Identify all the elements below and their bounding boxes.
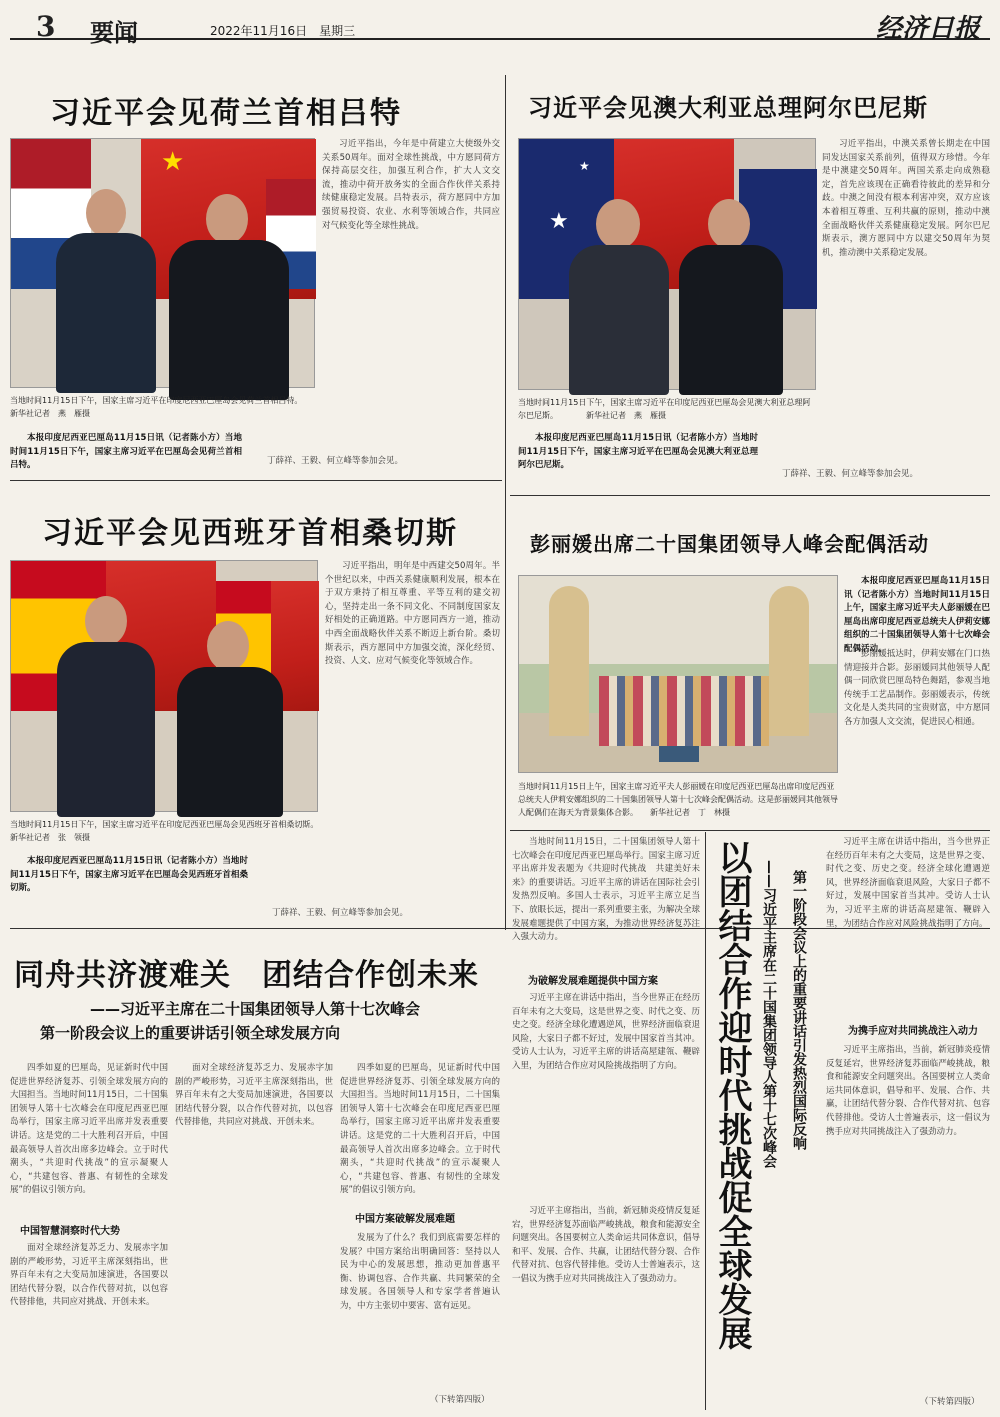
headline-australia: 习近平会见澳大利亚总理阿尔巴尼斯 — [528, 94, 928, 122]
headline-netherlands: 习近平会见荷兰首相吕特 — [50, 96, 402, 131]
body-commentary-col3a: 四季如夏的巴厘岛，见证新时代中国促进世界经济复苏、引领全球发展方向的大国担当。当地时间11月15日，二十国集团领导人第十七次峰会在印度尼西亚巴厘岛举行，国家主席习近平出席并发表重要讲话。这是党的二十大胜利召开后，中国最高领导人首次出席多边峰会。立于时代潮头，“共迎时代挑战”的宣示凝聚人心，“共建包容、普惠、有韧性的全球发展”的倡议引领方向。 — [340, 1063, 500, 1196]
person-xi — [171, 621, 286, 816]
photo-netherlands — [10, 138, 315, 388]
group-of-people — [599, 676, 769, 746]
section-divider — [510, 830, 990, 831]
subtitle-commentary: ——习近平主席在二十国集团领导人第十七次峰会 — [90, 1000, 421, 1018]
photo-spouses — [518, 575, 838, 773]
caption-pengliyuan: 当地时间11月15日上午，国家主席习近平夫人彭丽媛在印度尼西亚巴厘岛出席印度尼西亚总统夫人伊莉安娜组织的二十国集团领导人第十七次峰会配偶活动。这是彭丽媛同其他领导人配偶们在海天为背景集体合影。 新华社记者 丁 林摄 — [518, 782, 838, 817]
end-australia: 丁薛祥、王毅、何立峰等参加会见。 — [782, 469, 919, 479]
g20-sign-icon — [659, 746, 699, 762]
headline-reaction: 以团结合作迎时代挑战促全球发展 — [712, 840, 752, 1350]
masthead — [10, 10, 990, 47]
column-divider — [505, 75, 506, 930]
section-title: 要闻 — [90, 18, 138, 47]
body-pengliyuan: 彭丽媛抵达时，伊莉安娜在门口热情迎接并合影。彭丽媛同其他领导人配偶一同欣赏巴厘岛特色舞蹈，参观当地传统手工艺品制作。彭丽媛表示，传统文化是人类共同的宝贵财富，中方愿同各方加强人文交流，促进民心相通。 — [844, 649, 990, 727]
subtitle2-commentary: 第一阶段会议上的重要讲话引领全球发展方向 — [40, 1024, 341, 1042]
star-icon: ★ — [579, 159, 590, 173]
body-reaction-col1c: 习近平主席指出，当前，新冠肺炎疫情反复延宕，世界经济复苏面临严峻挑战，粮食和能源安全问题突出。各国要树立人类命运共同体意识，倡导和平、发展、合作、共赢，让团结代替分裂、合作代替对抗、包容代替排他。受访人士普遍表示，这一倡议为携手应对共同挑战注入了强劲动力。 — [512, 1206, 700, 1284]
body-commentary-col2: 面对全球经济复苏乏力、发展赤字加剧的严峻形势，习近平主席深刻指出，世界百年未有之大变局加速演进，各国要以团结代替分裂，以合作代替对抗，以包容代替排他，共同应对挑战、开创未来。 — [175, 1063, 333, 1128]
subhead-commentary-1: 中国智慧洞察时代大势 — [20, 1226, 120, 1237]
body-netherlands: 习近平指出，今年是中荷建立大使级外交关系50周年。面对全球性挑战，中方愿同荷方保持高层交往，加强互利合作，扩大人文交流，推动中荷开放务实的全面合作伙伴关系持续健康稳定发展。吕特表示，荷方愿同中方加强贸易投资、农业、水利等领域合作，共同应对气候变化等全球性挑战。 — [322, 139, 500, 231]
caption-netherlands: 当地时间11月15日下午，国家主席习近平在印度尼西亚巴厘岛会见荷兰首相吕特。 新华社记者 燕 雁摄 — [10, 396, 331, 418]
lead-pengliyuan: 本报印度尼西亚巴厘岛11月15日讯（记者陈小方）当地时间11月15日上午，国家主席习近平夫人彭丽媛在巴厘岛出席印度尼西亚总统夫人伊莉安娜组织的二十国集团领导人第十七次峰会配偶活动。 — [844, 576, 990, 654]
subhead-commentary-2: 中国方案破解发展难题 — [355, 1214, 455, 1225]
body-reaction-col1a: 当地时间11月15日，二十国集团领导人第十七次峰会在印度尼西亚巴厘岛举行。国家主席习近平出席并发表题为《共迎时代挑战 共建美好未来》的重要讲话。习近平主席的讲话在国际社会引发热烈反响。多国人士表示，习近平主席立足当下、放眼长远，提出一系列重要主张，为解决全球发展难题提供了中国方案，为推动世界经济复苏注入强大动力。 — [512, 837, 700, 943]
caption-spain: 当地时间11月15日下午，国家主席习近平在印度尼西亚巴厘岛会见西班牙首相桑切斯。 新华社记者 张 领摄 — [10, 820, 347, 842]
star-icon: ★ — [161, 147, 185, 177]
section-divider — [10, 480, 502, 481]
lead-spain: 本报印度尼西亚巴厘岛11月15日讯（记者陈小方）当地时间11月15日下午，国家主席习近平在巴厘岛会见西班牙首相桑切斯。 — [10, 856, 248, 894]
lead-australia: 本报印度尼西亚巴厘岛11月15日讯（记者陈小方）当地时间11月15日下午，国家主席习近平在巴厘岛会见澳大利亚总理阿尔巴尼斯。 — [518, 433, 758, 471]
decoration-arch — [769, 586, 809, 736]
body-spain: 习近平指出，明年是中西建交50周年。半个世纪以来，中西关系健康顺利发展，根本在于双方秉持了相互尊重、平等互利的建交初心，坚持走出一条不同文化、不同制度国家友好相处的正确道路。中方愿同西方一道，推动中西全面战略伙伴关系不断迈上新台阶。桑切斯表示，西方愿同中方加强交流，深化经贸、投资、人文、应对气候变化等领域合作。 — [325, 561, 500, 667]
subtitle-reaction: ——习近平主席在二十国集团领导人第十七次峰会 — [761, 860, 777, 1168]
section-divider — [510, 495, 990, 496]
newspaper-logo: 经济日报 — [875, 14, 980, 44]
person-sanchez — [51, 596, 161, 816]
subtitle2-reaction: 第一阶段会议上的重要讲话引发热烈国际反响 — [791, 870, 807, 1150]
continued-reaction: （下转第四版） — [920, 1397, 980, 1407]
body-commentary-col1b: 面对全球经济复苏乏力、发展赤字加剧的严峻形势，习近平主席深刻指出，世界百年未有之大变局加速演进，各国要以团结代替分裂，以合作代替对抗，以包容代替排他，共同应对挑战、开创未来。 — [10, 1243, 168, 1308]
body-reaction-col1b: 习近平主席在讲话中指出，当今世界正在经历百年未有之大变局，这是世界之变、时代之变、历史之变。经济全球化遭遇逆风，世界经济面临衰退风险，大家日子都不好过，发展中国家首当其冲。受访人士认为，习近平主席的讲话高屋建瓴、鞭辟入里，为团结合作应对风险挑战指明了方向。 — [512, 993, 700, 1071]
issue-date: 2022年11月16日 星期三 — [210, 24, 356, 38]
headline-pengliyuan: 彭丽媛出席二十国集团领导人峰会配偶活动 — [530, 532, 929, 556]
end-netherlands: 丁薛祥、王毅、何立峰等参加会见。 — [267, 456, 404, 466]
person-xi — [674, 199, 784, 394]
headline-commentary: 同舟共济渡难关 团结合作创未来 — [14, 958, 479, 993]
person-rutte — [51, 189, 161, 389]
caption-australia: 当地时间11月15日下午，国家主席习近平在印度尼西亚巴厘岛会见澳大利亚总理阿尔巴尼斯。 新华社记者 燕 雁摄 — [518, 398, 811, 420]
headline-spain: 习近平会见西班牙首相桑切斯 — [42, 516, 458, 551]
photo-spain — [10, 560, 318, 812]
body-australia: 习近平指出，中澳关系曾长期走在中国同发达国家关系前列，值得双方珍惜。今年是中澳建交50周年。两国关系走向成熟稳定，首先应该现在正确看待彼此的差异和分歧。中澳之间没有根本利害冲突，双方应该本着相互尊重、互利共赢的原则，推动中澳全面战略伙伴关系健康稳定发展。阿尔巴尼斯表示，澳方愿同中方以建交50周年为契机，推动澳中关系稳定发展。 — [822, 139, 990, 258]
page-number: 3 — [36, 10, 56, 43]
body-commentary-col3b: 发展为了什么？我们到底需要怎样的发展？中国方案给出明确回答：坚持以人民为中心的发展思想，推动更加普惠平衡、协调包容、合作共赢、共同繁荣的全球发展。各国领导人和专家学者普遍认为，中方主张切中要害、富有远见。 — [340, 1233, 500, 1311]
person-albanese — [564, 199, 674, 394]
person-xi — [161, 194, 291, 394]
decoration-arch — [549, 586, 589, 736]
photo-australia — [518, 138, 816, 390]
end-spain: 丁薛祥、王毅、何立峰等参加会见。 — [272, 908, 409, 918]
continued-commentary: （下转第四版） — [430, 1395, 490, 1405]
body-commentary-col1: 四季如夏的巴厘岛，见证新时代中国促进世界经济复苏、引领全球发展方向的大国担当。当地时间11月15日，二十国集团领导人第十七次峰会在印度尼西亚巴厘岛举行，国家主席习近平出席并发表重要讲话。这是党的二十大胜利召开后，中国最高领导人首次出席多边峰会。立于时代潮头，“共迎时代挑战”的宣示凝聚人心，“共建包容、普惠、有韧性的全球发展”的倡议引领方向。 — [10, 1063, 168, 1196]
body-reaction-col2a: 习近平主席在讲话中指出，当今世界正在经历百年未有之大变局，这是世界之变、时代之变、历史之变。经济全球化遭遇逆风，世界经济面临衰退风险，大家日子都不好过，发展中国家首当其冲。受访人士认为，习近平主席的讲话高屋建瓴、鞭辟入里，为团结合作应对风险挑战指明了方向。 — [826, 837, 990, 929]
subhead-reaction-2: 为携手应对共同挑战注入动力 — [848, 1026, 978, 1037]
body-reaction-col2b: 习近平主席指出，当前，新冠肺炎疫情反复延宕，世界经济复苏面临严峻挑战，粮食和能源安全问题突出。各国要树立人类命运共同体意识，倡导和平、发展、合作、共赢，让团结代替分裂、合作代替对抗、包容代替排他。受访人士普遍表示，这一倡议为携手应对共同挑战注入了强劲动力。 — [826, 1045, 990, 1137]
subhead-reaction-1: 为破解发展难题提供中国方案 — [528, 976, 658, 987]
lead-netherlands: 本报印度尼西亚巴厘岛11月15日讯（记者陈小方）当地时间11月15日下午，国家主席习近平在巴厘岛会见荷兰首相吕特。 — [10, 433, 242, 471]
column-divider — [705, 832, 706, 1410]
star-icon: ★ — [549, 209, 569, 234]
